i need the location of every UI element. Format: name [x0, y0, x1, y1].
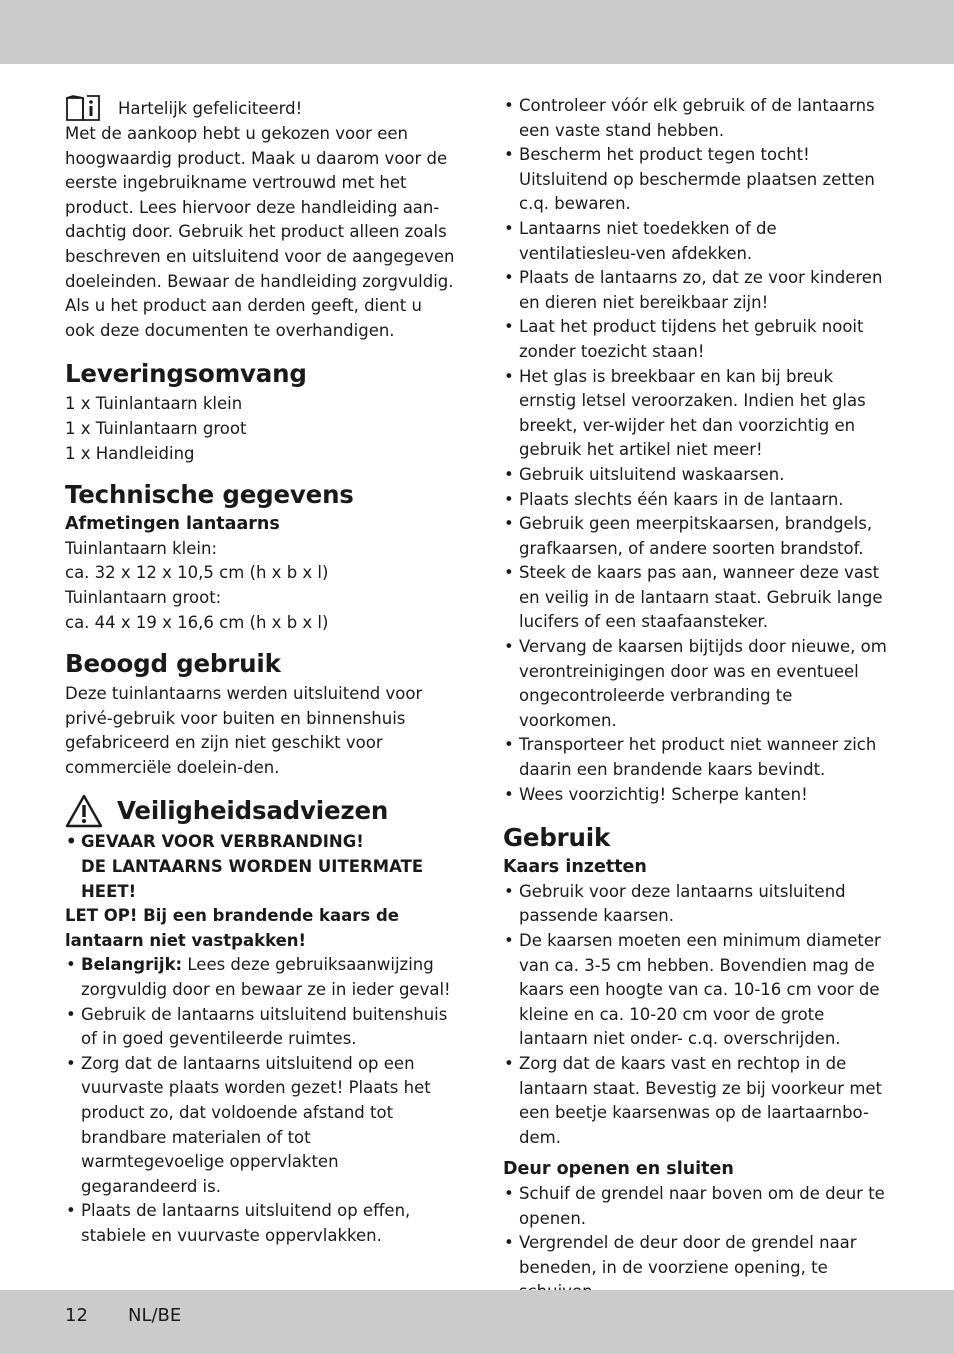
danger-line: DE LANTAARNS WORDEN UITERMATE HEET!	[81, 857, 424, 901]
safety-item: • Plaats de lantaarns uitsluitend op effen, stabiele en vuurvaste oppervlakken.	[65, 1199, 455, 1248]
intro-title: Hartelijk gefeliciteerd!	[118, 99, 303, 119]
beoogd-heading: Beoogd gebruik	[65, 649, 281, 679]
danger-item	[65, 830, 455, 904]
safety-item: • Steek de kaars pas aan, wanneer deze vast en veilig in de lantaarn staat. Gebruik lange lucifers of een staafaansteker.	[503, 561, 888, 635]
safety-list-right	[503, 94, 888, 807]
technisch-line: ca. 32 x 12 x 10,5 cm (h x b x l)	[65, 563, 329, 583]
intro-text: Met de aankoop hebt u gekozen voor een hoogwaardig product. Maak u daarom voor de eerste ingebruikname vertrouwd met het product. Lees hiervoor deze handleiding aan-dachtig door. Gebruik het product alleen zoals beschreven en uitsluitend voor de aangegeven doeleinden. Bewaar de handleiding zorgvuldig. Als u het product aan derden geeft, dient u ook deze documenten te overhandigen.	[65, 124, 455, 340]
danger-line: GEVAAR VOOR VERBRANDING!	[81, 832, 364, 852]
kaars-item: • Zorg dat de kaars vast en rechtop in de lantaarn staat. Bevestig ze bij voorkeur met een beetje kaarsenwas op de laartaarnbo-dem.	[503, 1052, 888, 1150]
safety-list-left	[65, 953, 455, 1248]
safety-item: • Gebruik de lantaarns uitsluitend buitenshuis of in goed geventileerde ruimtes.	[65, 1003, 455, 1052]
intro-heading	[65, 94, 455, 122]
technisch-line: ca. 44 x 19 x 16,6 cm (h x b x l)	[65, 612, 329, 632]
safety-item: • Plaats slechts één kaars in de lantaarn.	[503, 488, 888, 513]
levering-item: 1 x Tuinlantaarn groot	[65, 418, 247, 438]
deur-item: • Schuif de grendel naar boven om de deur te openen.	[503, 1182, 888, 1231]
safety-item: • Lantaarns niet toedekken of de ventilatiesleu-ven afdekken.	[503, 217, 888, 266]
veilig-heading	[65, 794, 455, 828]
levering-item: 1 x Handleiding	[65, 443, 195, 463]
safety-item-important	[65, 953, 455, 1002]
technisch-line: Tuinlantaarn groot:	[65, 587, 222, 607]
right-column	[503, 94, 888, 1305]
header-bar	[0, 0, 954, 64]
safety-item: • Laat het product tijdens het gebruik nooit zonder toezicht staan!	[503, 315, 888, 364]
safety-item: • Bescherm het product tegen tocht! Uitsluitend op beschermde plaatsen zetten c.q. bewaren.	[503, 143, 888, 217]
safety-item: • Transporteer het product niet wanneer zich daarin een brandende kaars bevindt.	[503, 733, 888, 782]
technisch-line: Tuinlantaarn klein:	[65, 538, 218, 558]
gebruik-heading: Gebruik	[503, 823, 611, 853]
kaars-list	[503, 880, 888, 1151]
info-manual-icon	[65, 94, 103, 122]
kaars-item: • De kaarsen moeten een minimum diameter van ca. 3-5 cm hebben. Bovendien mag de kaars een hoogte van ca. 10-16 cm voor de kleine en ca. 10-20 cm voor de grote lantaarn niet onder- c.q. overschrijden.	[503, 929, 888, 1052]
deur-list	[503, 1182, 888, 1305]
technisch-subheading: Afmetingen lantaarns	[65, 514, 280, 535]
kaars-subheading: Kaars inzetten	[503, 857, 647, 878]
deur-subheading: Deur openen en sluiten	[503, 1159, 734, 1180]
danger-list	[65, 830, 455, 904]
safety-item: • Het glas is breekbaar en kan bij breuk ernstig letsel veroorzaken. Indien het glas breekt, ver-wijder het dan voorzichtig en gebruik het artikel niet meer!	[503, 365, 888, 463]
caution-text: LET OP! Bij een brandende kaars de lantaarn niet vastpakken!	[65, 906, 399, 950]
safety-item: • Zorg dat de lantaarns uitsluitend op een vuurvaste plaats worden gezet! Plaats het product zo, dat voldoende afstand tot brandbare materialen of tot warmtegevoelige oppervlakten gegarandeerd is.	[65, 1052, 455, 1200]
safety-item: • Wees voorzichtig! Scherpe kanten!	[503, 783, 888, 808]
warning-triangle-icon	[65, 794, 103, 828]
language-code: NL/BE	[128, 1305, 182, 1326]
safety-item: • Controleer vóór elk gebruik of de lantaarns een vaste stand hebben.	[503, 94, 888, 143]
beoogd-text: Deze tuinlantaarns werden uitsluitend voor privé-gebruik voor buiten en binnenshuis gefabriceerd en zijn niet geschikt voor commerciële doelein-den.	[65, 684, 423, 777]
important-text: Lees deze gebruiksaanwijzing zorgvuldig door en bewaar ze in ieder geval!	[81, 955, 451, 1000]
safety-item: • Vervang de kaarsen bijtijds door nieuwe, om verontreinigingen door was en eventueel ongecontroleerde verbranding te voorkomen.	[503, 635, 888, 733]
safety-item: • Gebruik uitsluitend waskaarsen.	[503, 463, 888, 488]
technisch-heading: Technische gegevens	[65, 480, 354, 510]
safety-item: • Gebruik geen meerpitskaarsen, brandgels, grafkaarsen, of andere soorten brandstof.	[503, 512, 888, 561]
important-label: Belangrijk:	[81, 955, 183, 975]
levering-heading: Leveringsomvang	[65, 359, 307, 389]
page-number: 12	[65, 1305, 88, 1326]
levering-item: 1 x Tuinlantaarn klein	[65, 394, 243, 414]
veilig-title: Veiligheidsadviezen	[117, 796, 389, 826]
kaars-item: • Gebruik voor deze lantaarns uitsluitend passende kaarsen.	[503, 880, 888, 929]
deur-item: • Vergrendel de deur door de grendel naar beneden, in de voorziene opening, te	[503, 1231, 888, 1305]
left-column	[65, 94, 455, 1249]
safety-item: • Plaats de lantaarns zo, dat ze voor kinderen en dieren niet bereikbaar zijn!	[503, 266, 888, 315]
